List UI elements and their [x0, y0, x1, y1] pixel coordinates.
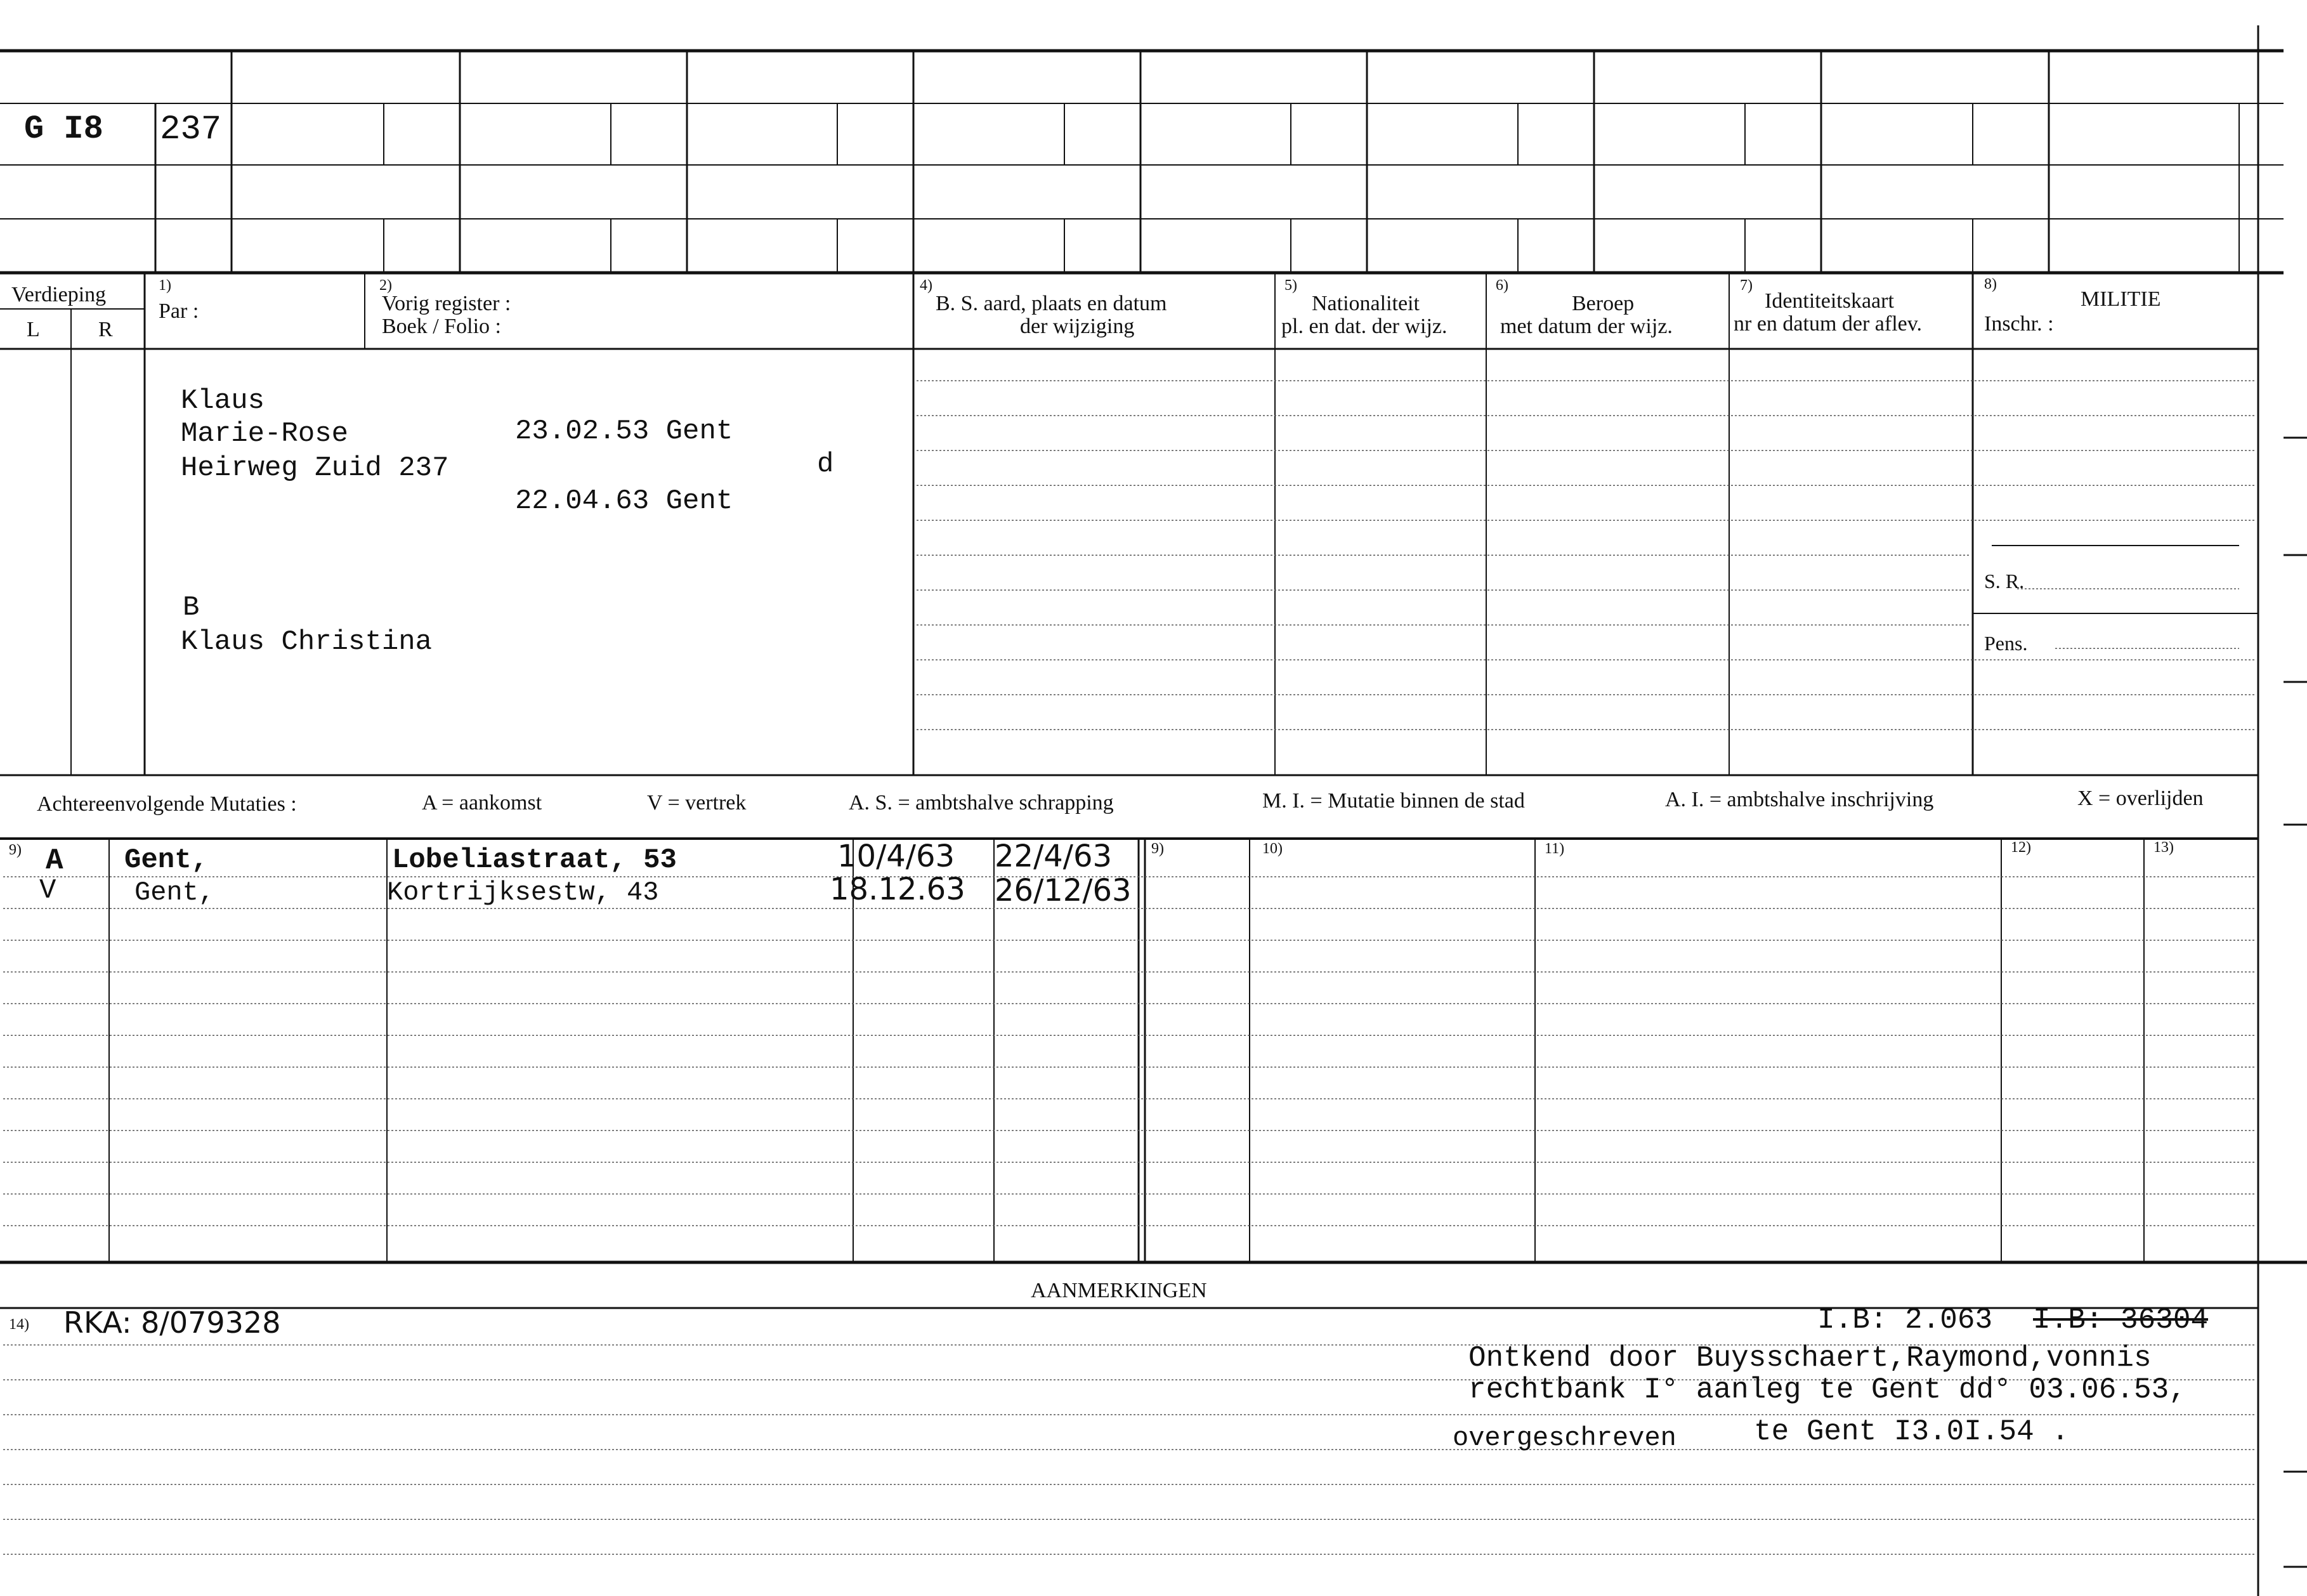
left-label: L: [27, 318, 40, 341]
beroep-label-1: Beroep: [1572, 292, 1635, 315]
house-number: 237: [160, 110, 222, 149]
remark-line-3b: te Gent I3.0I.54 .: [1754, 1415, 2069, 1448]
footnote-7: 7): [1740, 277, 1753, 294]
militie-label: MILITIE: [2081, 287, 2161, 311]
footnote-11: 11): [1545, 841, 1565, 857]
mutation-row-2-street: Kortrijksestw, 43: [387, 877, 659, 908]
mutation-row-2-date1: 18.12.63: [830, 872, 965, 907]
footnote-14: 14): [9, 1316, 29, 1333]
card-code: G I8: [24, 110, 103, 148]
identiteitskaart-label-2: nr en datum der aflev.: [1734, 312, 1923, 336]
pens-label: Pens.: [1984, 632, 2028, 655]
footnote-4: 4): [920, 277, 932, 294]
person-related: Klaus Christina: [181, 626, 433, 658]
person-b-label: B: [183, 592, 200, 624]
mutation-row-1-type: A: [46, 844, 63, 877]
bs-label-2: der wijziging: [1020, 315, 1135, 338]
rka-number: RKA: 8/079328: [63, 1305, 281, 1340]
footnote-13: 13): [2153, 839, 2174, 856]
mutation-row-1-date2: 22/4/63: [995, 839, 1113, 874]
footnote-6: 6): [1496, 277, 1508, 294]
footnote-10: 10): [1262, 841, 1283, 857]
person-birth: 23.02.53 Gent: [515, 415, 733, 447]
person-first-name: Marie-Rose: [181, 418, 349, 450]
mutation-row-2-type: V: [39, 875, 56, 906]
legend-mi: M. I. = Mutatie binnen de stad: [1262, 789, 1525, 813]
footnote-12: 12): [2011, 839, 2031, 856]
mutation-row-2-city: Gent,: [134, 877, 215, 908]
remark-line-2: rechtbank I° aanleg te Gent dd° 03.06.53,: [1468, 1373, 2186, 1406]
legend-v: V = vertrek: [647, 791, 747, 814]
par-label: Par :: [159, 299, 199, 323]
mutaties-title: Achtereenvolgende Mutaties :: [37, 792, 297, 816]
remark-line-3a: overgeschreven: [1453, 1423, 1676, 1453]
footnote-9b: 9): [1151, 841, 1164, 857]
sr-label: S. R.: [1984, 570, 2025, 592]
legend-ai: A. I. = ambtshalve inschrijving: [1665, 788, 1934, 811]
remark-line-1: Ontkend door Buysschaert,Raymond,vonnis: [1468, 1342, 2152, 1375]
ib-struck-number: I.B: 36304: [2033, 1304, 2209, 1337]
mutation-row-2-date2: 26/12/63: [995, 873, 1132, 908]
inschr-label: Inschr. :: [1984, 312, 2054, 336]
bs-label-1: B. S. aard, plaats en datum: [936, 292, 1167, 315]
legend-a: A = aankomst: [422, 791, 542, 814]
verdieping-label: Verdieping: [11, 283, 107, 306]
legend-as: A. S. = ambtshalve schrapping: [849, 791, 1114, 814]
person-address: Heirweg Zuid 237: [181, 452, 449, 484]
person-surname: Klaus: [181, 385, 265, 417]
legend-x: X = overlijden: [2077, 787, 2204, 810]
identiteitskaart-label-1: Identiteitskaart: [1765, 289, 1894, 313]
person-date2: 22.04.63 Gent: [515, 485, 733, 517]
beroep-label-2: met datum der wijz.: [1500, 315, 1673, 338]
footnote-1: 1): [159, 277, 171, 294]
footnote-9a: 9): [9, 842, 22, 858]
vorig-register-label: Vorig register :: [382, 292, 511, 315]
person-marker: d: [817, 448, 834, 480]
mutation-row-1-city: Gent,: [124, 844, 209, 876]
mutation-row-1-street: Lobeliastraat, 53: [392, 844, 677, 876]
nationaliteit-label-2: pl. en dat. der wijz.: [1281, 315, 1448, 338]
right-label: R: [98, 318, 113, 341]
boek-folio-label: Boek / Folio :: [382, 315, 501, 338]
footnote-5: 5): [1284, 277, 1297, 294]
nationaliteit-label-1: Nationaliteit: [1312, 292, 1420, 315]
footnote-8: 8): [1984, 276, 1997, 292]
aanmerkingen-title: AANMERKINGEN: [1031, 1279, 1207, 1302]
ib-number: I.B: 2.063: [1817, 1304, 1993, 1337]
mutation-row-1-date1: 10/4/63: [837, 839, 955, 874]
footnote-2: 2): [379, 277, 392, 294]
